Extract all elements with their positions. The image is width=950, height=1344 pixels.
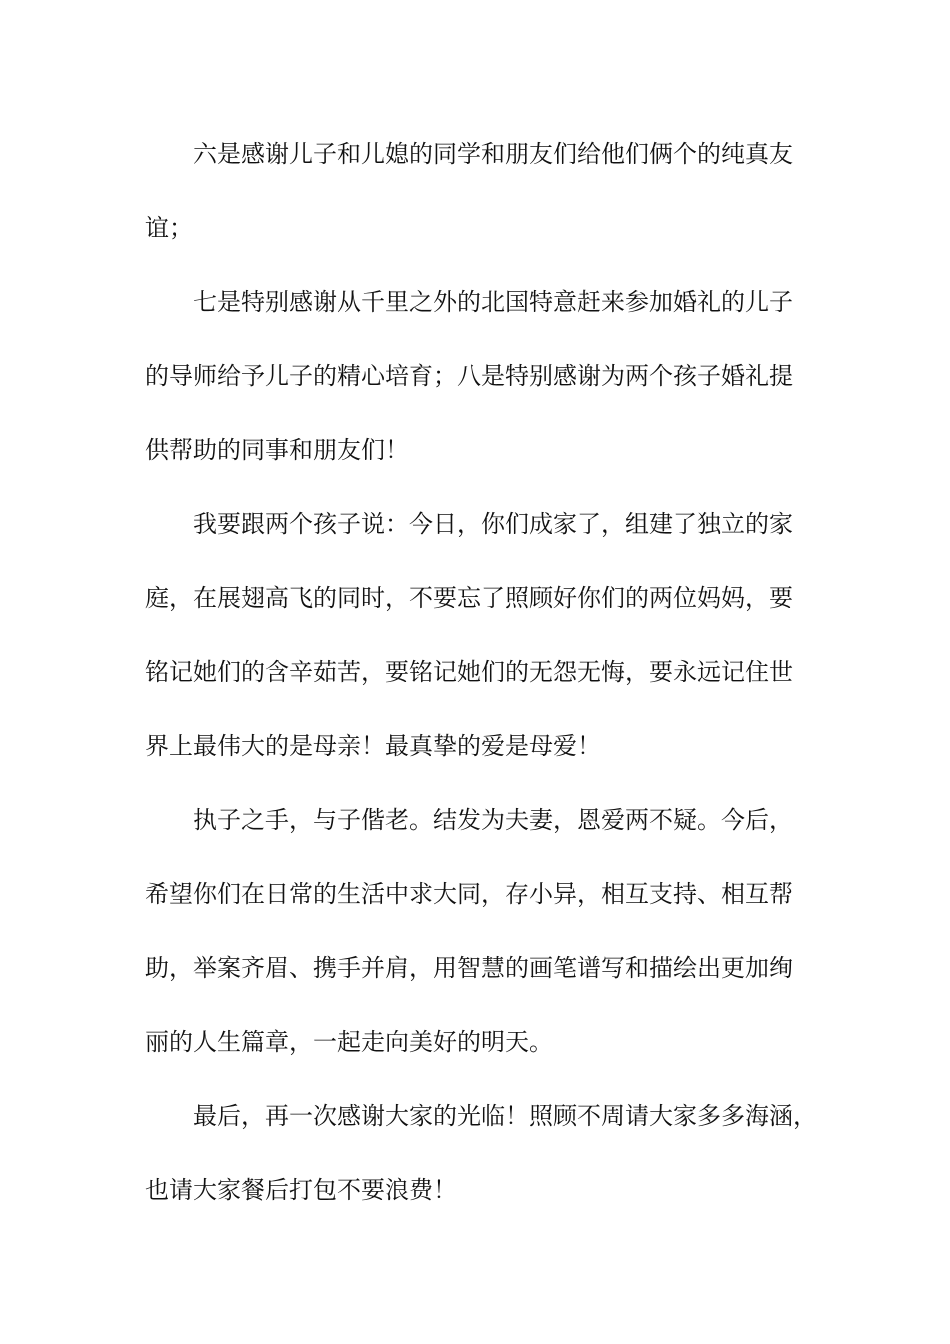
paragraph-closing xyxy=(145,1092,817,1240)
text-line: 丽的人生篇章，一起走向美好的明天。 xyxy=(145,1028,553,1056)
text-line: 铭记她们的含辛茹苦，要铭记她们的无怨无悔，要永远记住世 xyxy=(145,658,793,686)
paragraph-thanks-mentor xyxy=(145,278,810,500)
text-line: 我要跟两个孩子说：今日，你们成家了，组建了独立的家 xyxy=(193,510,793,538)
text-line: 供帮助的同事和朋友们！ xyxy=(145,436,409,464)
text-line: 执子之手，与子偕老。结发为夫妻，恩爱两不疑。今后， xyxy=(193,806,793,834)
text-line: 六是感谢儿子和儿媳的同学和朋友们给他们俩个的纯真友 xyxy=(193,140,793,168)
text-line: 七是特别感谢从千里之外的北国特意赶来参加婚礼的儿子 xyxy=(193,288,793,316)
text-line: 助，举案齐眉、携手并肩，用智慧的画笔谱写和描绘出更加绚 xyxy=(145,954,793,982)
text-line: 谊； xyxy=(145,214,193,242)
text-line: 最后，再一次感谢大家的光临！照顾不周请大家多多海涵， xyxy=(193,1102,817,1130)
text-line: 希望你们在日常的生活中求大同，存小异，相互支持、相互帮 xyxy=(145,880,793,908)
document-body xyxy=(145,130,817,1240)
text-line: 也请大家餐后打包不要浪费！ xyxy=(145,1176,457,1204)
text-line: 的导师给予儿子的精心培育；八是特别感谢为两个孩子婚礼提 xyxy=(145,362,793,390)
paragraph-thanks-friends xyxy=(145,130,810,278)
text-line: 界上最伟大的是母亲！最真挚的爱是母爱！ xyxy=(145,732,601,760)
paragraph-message-to-children xyxy=(145,500,810,796)
text-line: 庭，在展翅高飞的同时，不要忘了照顾好你们的两位妈妈，要 xyxy=(145,584,793,612)
paragraph-blessing xyxy=(145,796,810,1092)
